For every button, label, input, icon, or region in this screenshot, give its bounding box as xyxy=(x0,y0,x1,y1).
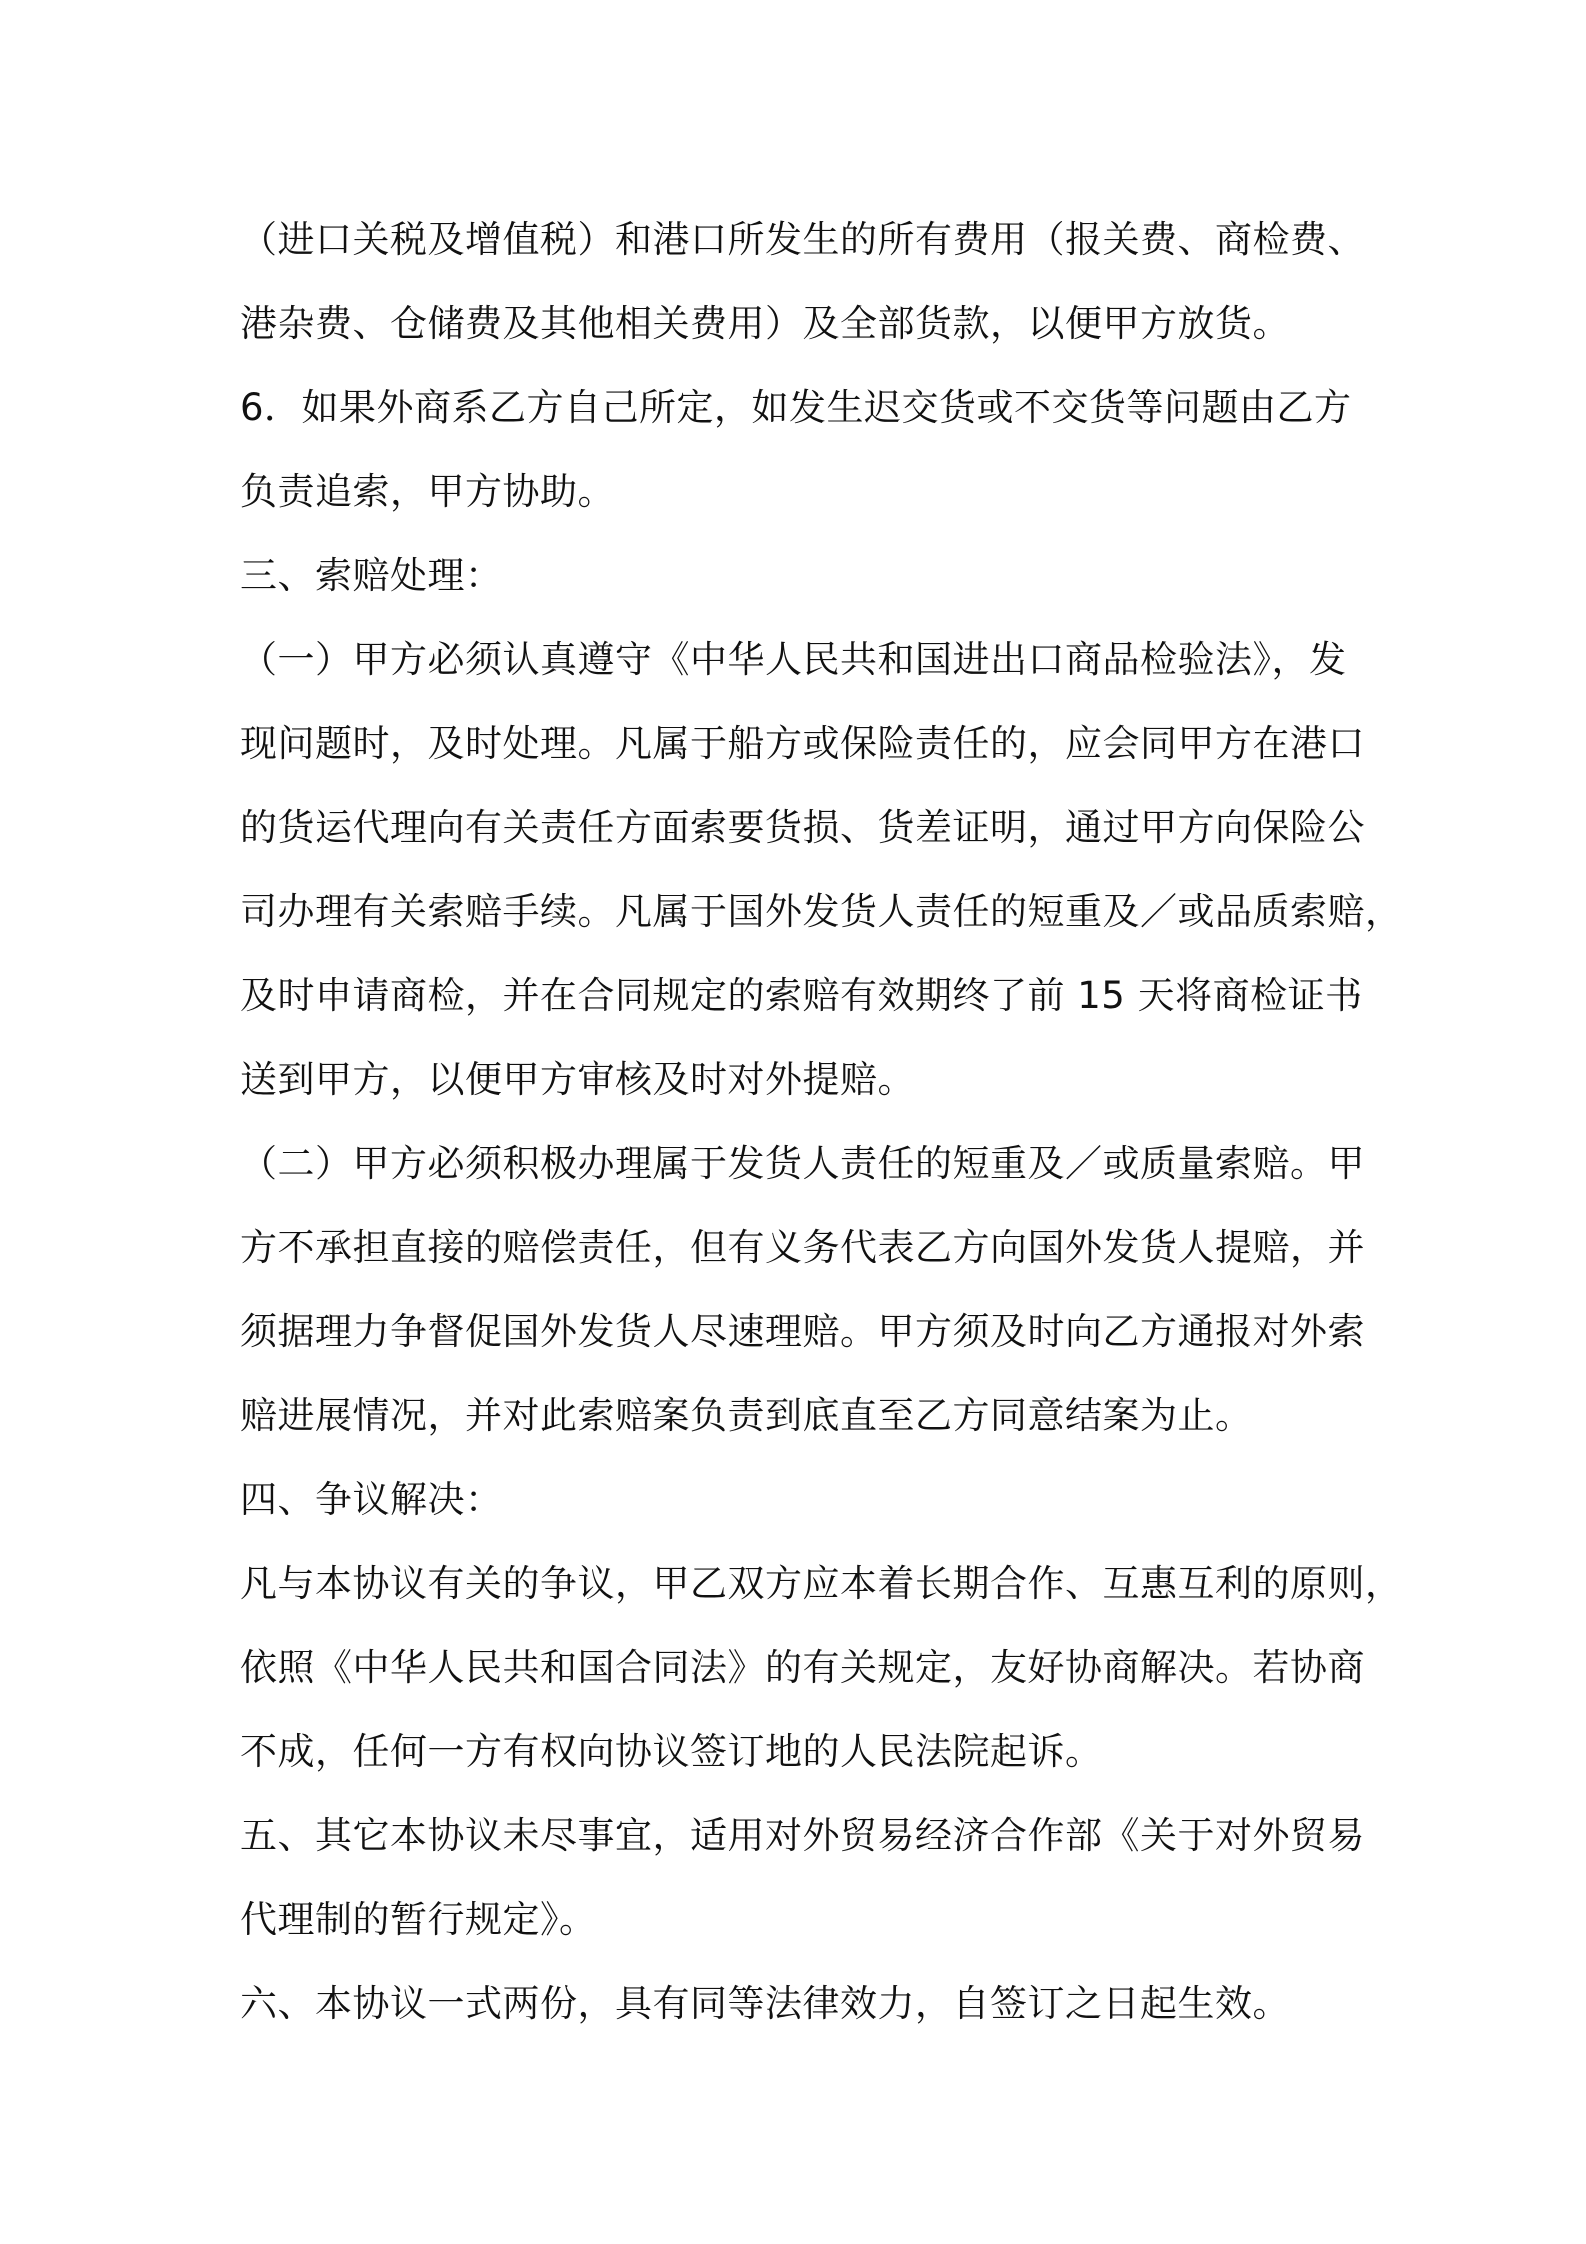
text-line: 凡与本协议有关的争议，甲乙双方应本着长期合作、互惠互利的原则， xyxy=(240,1562,1403,1605)
text-line: 司办理有关索赔手续。凡属于国外发货人责任的短重及／或品质索赔， xyxy=(240,890,1403,933)
text-line: 负责追索，甲方协助。 xyxy=(240,470,615,513)
text-line: （进口关税及增值税）和港口所发生的所有费用（报关费、商检费、 xyxy=(240,218,1365,261)
section-heading-claims xyxy=(240,534,1360,618)
text-line: 的货运代理向有关责任方面索要货损、货差证明，通过甲方向保险公 xyxy=(240,806,1365,849)
document-body xyxy=(240,198,1403,2046)
text-line: 送到甲方，以便甲方审核及时对外提赔。 xyxy=(240,1058,915,1101)
paragraph-claim-1 xyxy=(240,618,1403,1122)
text-line: 及时申请商检，并在合同规定的索赔有效期终了前 15 天将商检证书 xyxy=(240,974,1363,1017)
text-line: （二）甲方必须积极办理属于发货人责任的短重及／或质量索赔。甲 xyxy=(240,1142,1365,1185)
text-line: 依照《中华人民共和国合同法》的有关规定，友好协商解决。若协商 xyxy=(240,1646,1365,1689)
text-line: 方不承担直接的赔偿责任，但有义务代表乙方向国外发货人提赔，并 xyxy=(240,1226,1365,1269)
paragraph-item-6 xyxy=(240,366,1360,534)
text-line: 港杂费、仓储费及其他相关费用）及全部货款，以便甲方放货。 xyxy=(240,302,1290,345)
paragraph-customs-fees xyxy=(240,198,1365,366)
text-line: 五、其它本协议未尽事宜，适用对外贸易经济合作部《关于对外贸易 xyxy=(240,1814,1365,1857)
paragraph-claim-2 xyxy=(240,1122,1365,1458)
heading-line: 四、争议解决： xyxy=(240,1478,503,1521)
text-line: （一）甲方必须认真遵守《中华人民共和国进出口商品检验法》，发 xyxy=(240,638,1347,681)
section-heading-dispute xyxy=(240,1458,1360,1542)
heading-line: 三、索赔处理： xyxy=(240,554,503,597)
text-line: 赔进展情况，并对此索赔案负责到底直至乙方同意结案为止。 xyxy=(240,1394,1253,1437)
text-line: 代理制的暂行规定》。 xyxy=(240,1898,597,1941)
paragraph-dispute xyxy=(240,1542,1403,1794)
text-line: 现问题时，及时处理。凡属于船方或保险责任的，应会同甲方在港口 xyxy=(240,722,1365,765)
paragraph-copies xyxy=(240,1962,1360,2046)
text-line: 6．如果外商系乙方自己所定，如发生迟交货或不交货等问题由乙方 xyxy=(240,386,1352,429)
text-line: 六、本协议一式两份，具有同等法律效力，自签订之日起生效。 xyxy=(240,1982,1290,2025)
text-line: 须据理力争督促国外发货人尽速理赔。甲方须及时向乙方通报对外索 xyxy=(240,1310,1365,1353)
text-line: 不成，任何一方有权向协议签订地的人民法院起诉。 xyxy=(240,1730,1103,1773)
paragraph-item-5 xyxy=(240,1794,1365,1962)
